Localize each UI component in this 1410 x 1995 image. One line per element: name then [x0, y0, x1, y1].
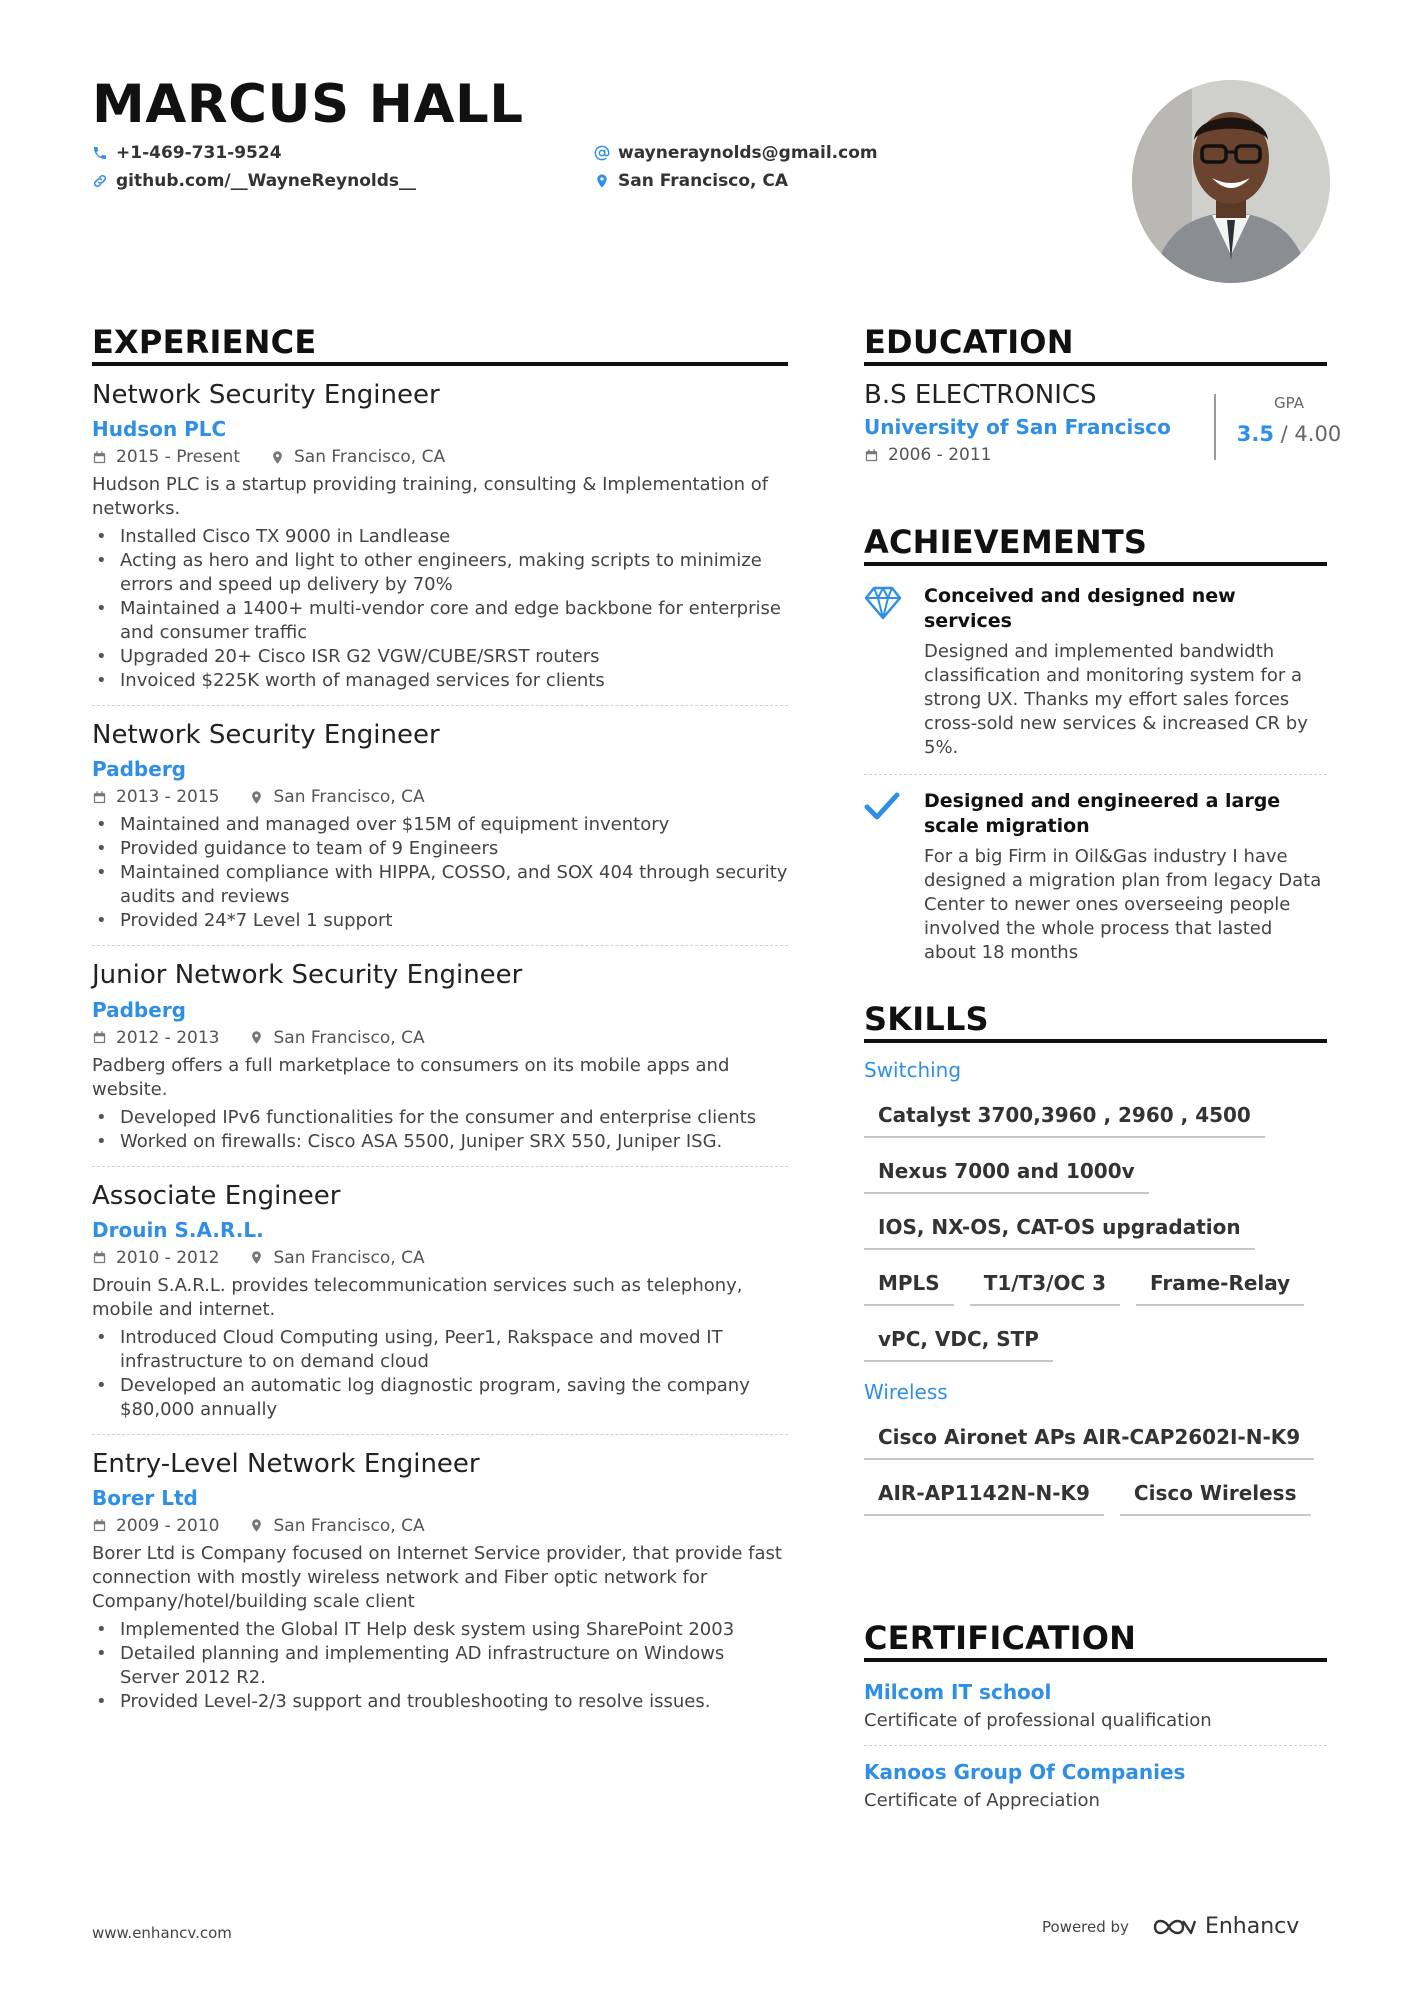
achievements-list	[864, 584, 1327, 965]
map-pin-icon	[249, 1518, 264, 1533]
skill-tag: Catalyst 3700,3960 , 2960 , 4500	[864, 1094, 1265, 1138]
job-description: Borer Ltd is Company focused on Internet Service provider, that provide fast connection with mostly wireless network and Fiber optic network for Company/hotel/building scale client	[92, 1542, 782, 1612]
certification-rule	[864, 1658, 1327, 1662]
experience-list	[92, 380, 788, 1740]
achievement-item	[864, 789, 1327, 965]
job-bullet: • Invoiced $225K worth of managed services for clients	[92, 669, 788, 693]
achievement-description: For a big Firm in Oil&Gas industry I have designed a migration plan from legacy Data Center to newer ones overseeing people involved the whole process that lasted about 18 months	[924, 846, 1322, 963]
skill-tag: Cisco Aironet APs AIR-CAP2602I-N-K9	[864, 1416, 1314, 1460]
certification-description: Certificate of professional qualification	[864, 1710, 1212, 1731]
job-bullet: • Provided Level-2/3 support and troubleshooting to resolve issues.	[92, 1690, 788, 1714]
calendar-icon	[92, 790, 107, 805]
job-dates: 2012 - 2013	[116, 1027, 220, 1048]
location-contact	[594, 171, 788, 191]
gpa-value	[1234, 422, 1344, 446]
achievement-item	[864, 584, 1327, 775]
job-location: San Francisco, CA	[273, 1027, 425, 1048]
education-heading: EDUCATION	[864, 323, 1074, 361]
skill-tag: IOS, NX-OS, CAT-OS upgradation	[864, 1206, 1255, 1250]
skill-row	[864, 1094, 1327, 1138]
school-name: University of San Francisco	[864, 415, 1171, 440]
job-entry	[92, 960, 788, 1166]
certification-description: Certificate of Appreciation	[864, 1790, 1100, 1811]
job-description: Hudson PLC is a startup providing training, consulting & Implementation of networks.	[92, 474, 769, 520]
job-bullet: • Maintained a 1400+ multi-vendor core and edge backbone for enterprise and consumer traffic	[92, 597, 788, 645]
map-pin-icon	[249, 790, 264, 805]
gpa-label: GPA	[1274, 394, 1304, 412]
portrait-illustration	[1132, 80, 1330, 283]
achievement-title: Conceived and designed new services	[924, 585, 1236, 632]
phone-contact	[92, 143, 282, 163]
skill-tag: MPLS	[864, 1262, 954, 1306]
achievements-heading: ACHIEVEMENTS	[864, 523, 1148, 561]
github-contact[interactable]	[92, 171, 416, 191]
job-entry	[92, 1181, 788, 1435]
footer-branding	[1042, 1914, 1299, 1939]
job-title: Network Security Engineer	[92, 380, 440, 410]
skill-tag: T1/T3/OC 3	[970, 1262, 1120, 1306]
job-bullet: • Provided 24*7 Level 1 support	[92, 909, 788, 933]
job-entry	[92, 1449, 788, 1726]
company-name: Hudson PLC	[92, 417, 227, 442]
job-dates: 2013 - 2015	[116, 787, 220, 808]
certification-item	[864, 1680, 1327, 1746]
job-title: Junior Network Security Engineer	[92, 960, 523, 991]
company-name: Borer Ltd	[92, 1485, 198, 1510]
calendar-icon	[92, 1250, 107, 1265]
at-sign-icon	[594, 145, 610, 161]
certification-name: Milcom IT school	[864, 1680, 1052, 1704]
job-entry	[92, 380, 788, 706]
enhancv-logo-icon	[1151, 1915, 1197, 1939]
brand-name: Enhancv	[1204, 1914, 1300, 1939]
degree: B.S ELECTRONICS	[864, 380, 1097, 410]
job-bullets	[92, 813, 788, 933]
email-contact[interactable]	[594, 143, 878, 163]
calendar-icon	[864, 448, 879, 463]
job-meta	[92, 1516, 788, 1536]
achievement-title: Designed and engineered a large scale migration	[924, 790, 1281, 837]
job-bullet: • Maintained and managed over $15M of equipment inventory	[92, 813, 788, 837]
skill-row	[864, 1206, 1327, 1250]
skill-tag: Cisco Wireless	[1120, 1472, 1311, 1516]
job-bullet: • Developed IPv6 functionalities for the consumer and enterprise clients	[92, 1106, 788, 1130]
job-location: San Francisco, CA	[273, 787, 425, 808]
email-text[interactable]: wayneraynolds@gmail.com	[618, 143, 878, 163]
certification-item	[864, 1760, 1327, 1811]
job-bullet: • Provided guidance to team of 9 Engineers	[92, 837, 788, 861]
skill-row	[864, 1318, 1327, 1362]
map-pin-icon	[594, 173, 610, 189]
job-dates: 2015 - Present	[116, 447, 240, 468]
powered-by-text: Powered by	[1042, 1917, 1129, 1936]
education-dates: 2006 - 2011	[888, 445, 992, 466]
job-bullet: • Acting as hero and light to other engineers, making scripts to minimize errors and speed up delivery by 70%	[92, 549, 788, 597]
skill-group-label: Switching	[864, 1058, 962, 1082]
job-description: Padberg offers a full marketplace to consumers on its mobile apps and website.	[92, 1054, 730, 1100]
calendar-icon	[92, 1518, 107, 1533]
certification-name: Kanoos Group Of Companies	[864, 1760, 1186, 1784]
job-bullets	[92, 1618, 788, 1714]
link-icon	[92, 173, 108, 189]
skill-group-label: Wireless	[864, 1380, 948, 1404]
job-location: San Francisco, CA	[273, 1515, 425, 1536]
job-dates: 2010 - 2012	[116, 1247, 220, 1268]
achievement-description: Designed and implemented bandwidth classification and monitoring system for a strong UX. Thanks my effort sales forces cross-sold new services & increased CR by 5%.	[924, 641, 1308, 758]
job-bullets	[92, 1106, 788, 1154]
achievements-rule	[864, 562, 1327, 566]
job-dates: 2009 - 2010	[116, 1515, 220, 1536]
skill-row	[864, 1262, 1327, 1306]
calendar-icon	[92, 450, 107, 465]
job-bullet: • Worked on firewalls: Cisco ASA 5500, Juniper SRX 550, Juniper ISG.	[92, 1130, 788, 1154]
phone-text: +1-469-731-9524	[116, 143, 282, 163]
job-location: San Francisco, CA	[294, 447, 446, 468]
skills-list	[864, 1058, 1327, 1516]
company-name: Drouin S.A.R.L.	[92, 1217, 264, 1242]
company-name: Padberg	[92, 757, 186, 782]
job-bullet: • Implemented the Global IT Help desk system using SharePoint 2003	[92, 1618, 788, 1642]
job-title: Network Security Engineer	[92, 720, 440, 751]
job-meta	[92, 1248, 788, 1268]
github-text[interactable]: github.com/__WayneReynolds__	[116, 171, 417, 191]
diamond-icon	[864, 584, 904, 760]
job-meta	[92, 787, 788, 807]
checkmark-icon	[864, 789, 904, 965]
job-title: Entry-Level Network Engineer	[92, 1448, 480, 1479]
experience-heading: EXPERIENCE	[92, 323, 317, 361]
location-text: San Francisco, CA	[618, 171, 789, 191]
skills-rule	[864, 1039, 1327, 1043]
candidate-name: MARCUS HALL	[92, 74, 524, 135]
skills-heading: SKILLS	[864, 1000, 989, 1038]
skill-tag: AIR-AP1142N-N-K9	[864, 1472, 1104, 1516]
map-pin-icon	[249, 1030, 264, 1045]
job-location: San Francisco, CA	[273, 1247, 425, 1268]
profile-photo	[1132, 80, 1330, 283]
education-rule	[864, 362, 1327, 366]
skill-tag: Nexus 7000 and 1000v	[864, 1150, 1149, 1194]
footer-website[interactable]: www.enhancv.com	[92, 1924, 232, 1942]
job-bullets	[92, 1326, 788, 1422]
skill-tag-rows	[864, 1416, 1327, 1516]
company-name: Padberg	[92, 997, 186, 1022]
job-description: Drouin S.A.R.L. provides telecommunication services such as telephony, mobile and internet.	[92, 1274, 743, 1320]
job-bullet: • Detailed planning and implementing AD infrastructure on Windows Server 2012 R2.	[92, 1642, 788, 1690]
skill-row	[864, 1150, 1327, 1194]
experience-rule	[92, 362, 788, 366]
job-title: Associate Engineer	[92, 1180, 341, 1211]
gpa-max: / 4.00	[1274, 422, 1342, 446]
job-meta	[92, 447, 788, 467]
skill-tag: Frame-Relay	[1136, 1262, 1304, 1306]
certification-list	[864, 1680, 1327, 1811]
job-bullets	[92, 525, 788, 693]
certification-heading: CERTIFICATION	[864, 1619, 1137, 1657]
map-pin-icon	[270, 450, 285, 465]
gpa-score: 3.5	[1236, 422, 1274, 446]
skill-tag-rows	[864, 1094, 1327, 1362]
map-pin-icon	[249, 1250, 264, 1265]
job-bullet: • Installed Cisco TX 9000 in Landlease	[92, 525, 788, 549]
job-bullet: • Upgraded 20+ Cisco ISR G2 VGW/CUBE/SRST routers	[92, 645, 788, 669]
phone-icon	[92, 145, 108, 161]
calendar-icon	[92, 1030, 107, 1045]
brand-logo[interactable]	[1151, 1914, 1299, 1939]
job-meta	[92, 1028, 788, 1048]
job-bullet: • Maintained compliance with HIPPA, COSSO, and SOX 404 through security audits and reviews	[92, 861, 788, 909]
skill-tag: vPC, VDC, STP	[864, 1318, 1053, 1362]
job-entry	[92, 720, 788, 946]
skill-row	[864, 1416, 1327, 1460]
job-bullet: • Developed an automatic log diagnostic program, saving the company $80,000 annually	[92, 1374, 788, 1422]
gpa-box	[1214, 394, 1344, 460]
job-bullet: • Introduced Cloud Computing using, Peer1, Rakspace and moved IT infrastructure to on demand cloud	[92, 1326, 788, 1374]
skill-row	[864, 1472, 1327, 1516]
